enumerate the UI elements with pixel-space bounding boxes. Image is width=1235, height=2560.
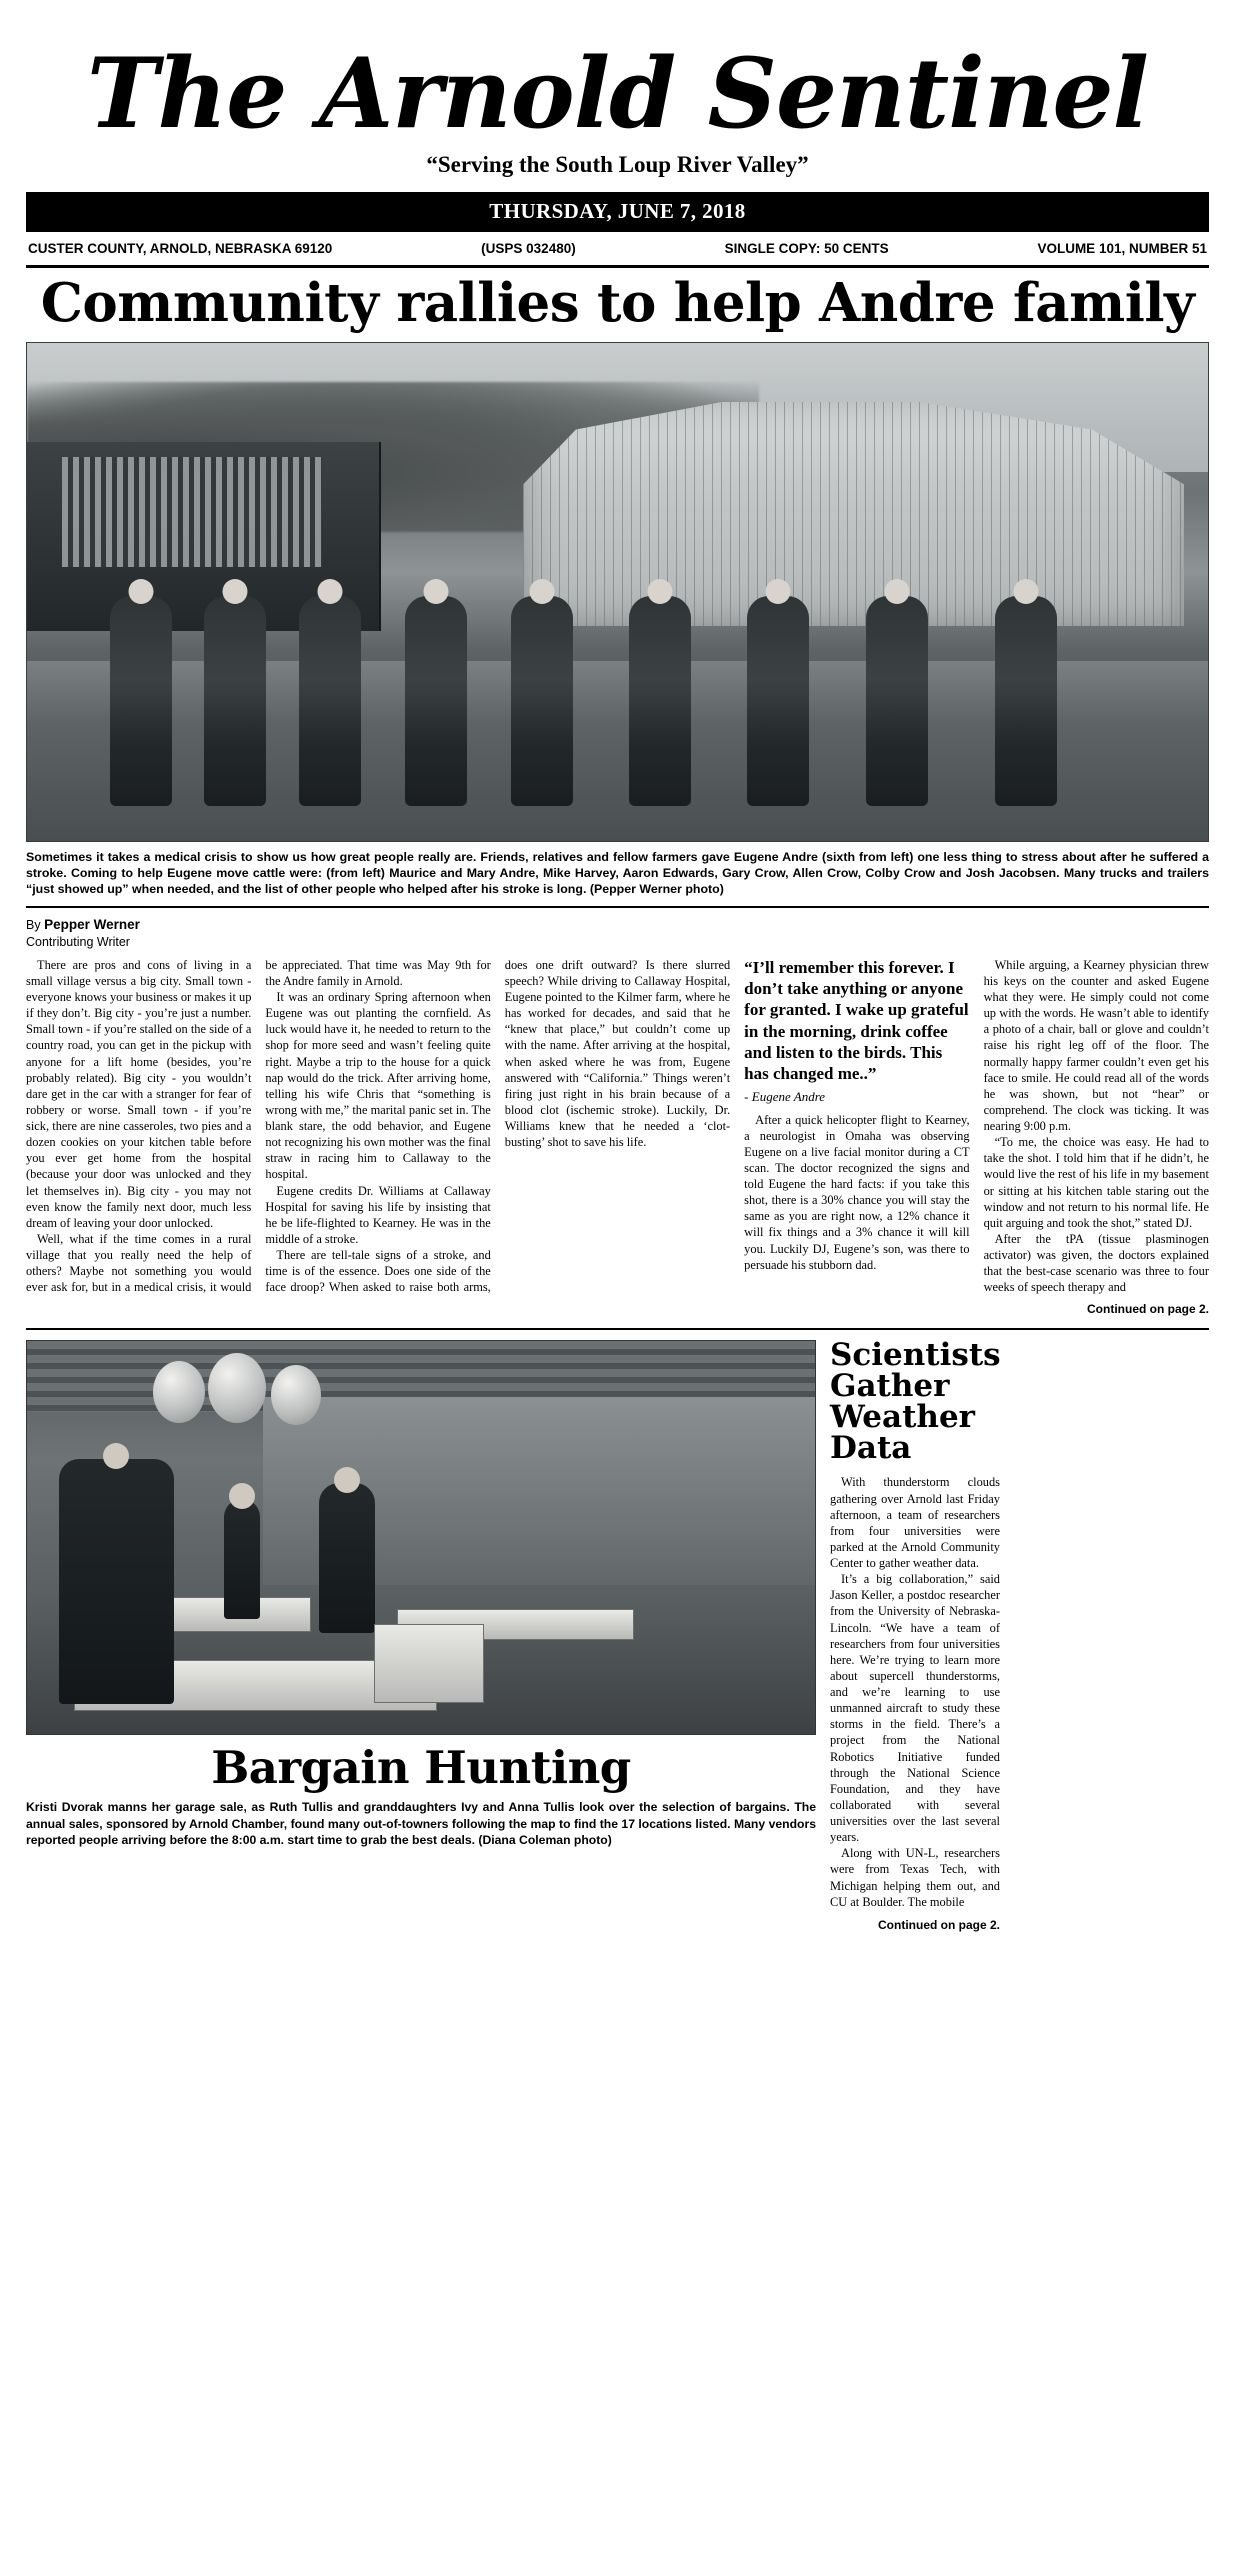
story-paragraph: “To me, the choice was easy. He had to take the shot. I told him that if he didn’t, he would live the rest of his life in my basement or sitting at his kitchen table staring out the window and not return to his normal life. He quit arguing and took the shot,” stated DJ. — [983, 1135, 1209, 1230]
masthead-title: The Arnold Sentinel — [87, 37, 1148, 150]
photo-person-7 — [747, 596, 809, 806]
byline — [26, 916, 1209, 951]
scientists-paragraph: With thunderstorm clouds gathering over Arnold last Friday afternoon, a team of researchers from four universities were parked at the Arnold Community Center to gather weather data. — [830, 1475, 1000, 1571]
story-paragraph: After a quick helicopter flight to Kearney, a neurologist in Omaha was observing Eugene on a live facial monitor during a CT scan. The doctor recognized the signs and told Eugene the hard facts: if you take this shot, there is a 30% chance you will stay the same as you are right now, a 12% chance it will fix things and a 3% chance it will kill you. Luckily DJ, Eugene’s son, was there to persuade his stubborn dad. — [744, 1112, 970, 1272]
publication-usps: (USPS 032480) — [481, 241, 576, 256]
bargain-caption: Kristi Dvorak manns her garage sale, as Ruth Tullis and granddaughters Ivy and Anna Tullis look over the selection of bargains. The annual sales, sponsored by Arnold Chamber, found many out-of-towners following the map to find the 17 locations listed. Many vendors reported people arriving before the 8:00 a.m. start time to grab the best deals. (Diana Coleman photo) — [26, 1800, 816, 1847]
lead-headline: Community rallies to help Andre family — [40, 272, 1195, 334]
photo-person-5 — [511, 596, 573, 806]
framed-item — [374, 1624, 484, 1703]
publication-info-bar — [26, 232, 1209, 268]
byline-prefix: By — [26, 917, 41, 932]
photo-barn-siding — [523, 397, 1184, 626]
story-paragraph: After the tPA (tissue plasminogen activator) was given, the doctors explained that the best-case scenario was three to four weeks of speech therapy and — [983, 1231, 1209, 1295]
bargain-headline: Bargain Hunting — [211, 1741, 631, 1795]
photo-person-1 — [110, 596, 172, 806]
photo-person-2 — [204, 596, 266, 806]
byline-author: Pepper Werner — [44, 916, 140, 932]
scientists-paragraph: It’s a big collaboration,” said Jason Keller, a postdoc researcher from the University of Nebraska-Lincoln. “We have a team of researchers from four universities here. We’re trying to learn more about supercell thunderstorms, and we’re learning to use unmanned aircraft to study these storms in the field. There’s a project from the National Robotics Initiative funded through the National Science Foundation, and they have collaborated with several universities over the last several years. — [830, 1572, 1000, 1845]
photo-person-6 — [629, 596, 691, 806]
date-bar: THURSDAY, JUNE 7, 2018 — [26, 192, 1209, 232]
scientists-article — [830, 1337, 1001, 1932]
bargain-hunting-article — [26, 1340, 816, 1931]
photo-person-3 — [299, 596, 361, 806]
scientists-continued: Continued on page 2. — [878, 1917, 1000, 1932]
byline-role: Contributing Writer — [26, 934, 130, 949]
publication-location: CUSTER COUNTY, ARNOLD, NEBRASKA 69120 — [28, 241, 333, 256]
photo-person-child-2 — [319, 1483, 375, 1633]
photo-person-child-1 — [224, 1499, 260, 1619]
story-paragraph: Eugene credits Dr. Williams at Callaway Hospital for saving his life by insisting that he be life-flighted to Kearney. He was in the middle of a stroke. — [265, 1183, 491, 1246]
scientists-paragraph: Along with UN-L, researchers were from Texas Tech, with Michigan helping them out, and CU at Boulder. The mobile — [830, 1846, 1000, 1909]
pull-quote-attribution: - Eugene Andre — [744, 1089, 826, 1105]
photo-person-4 — [405, 596, 467, 806]
story-paragraph: There are tell-tale signs of a stroke, and time is of the essence. Does one side of the face droop? When asked to raise both arms, does one drift outward? Is there slurred speech? While driving to Callaway Hospital, Eugene pointed to the Kilmer farm, where he has worked for decades, and said that he “knew that place,” but couldn’t come up with the name. After arriving at the hospital, when asked where he was from, Eugene answered with “California.” Things weren’t firing just right in his brain because of a blood clot (ischemic stroke). Luckily, Dr. Williams knew that he needed a ‘clot-busting’ shot to save his life. — [265, 957, 731, 1295]
balloon-icon — [208, 1353, 266, 1423]
lead-photo-caption: Sometimes it takes a medical crisis to show us how great people really are. Friends, relatives and fellow farmers gave Eugene Andre (sixth from left) one less thing to stress about after he suffered a stroke. Coming to help Eugene move cattle were: (from left) Maurice and Mary Andre, Mike Harvey, Aaron Edwards, Gary Crow, Allen Crow, Colby Crow and Josh Jacobsen. Many trucks and trailers “just showed up” when needed, and the list of other people who helped after his stroke is long. (Pepper Werner photo) — [26, 842, 1209, 908]
pull-quote — [744, 957, 969, 1106]
photo-trailer-slats — [62, 457, 322, 567]
publication-single-copy-price: SINGLE COPY: 50 CENTS — [724, 241, 889, 256]
publication-volume: VOLUME 101, NUMBER 51 — [1037, 241, 1207, 256]
story-paragraph: It was an ordinary Spring afternoon when Eugene was out planting the cornfield. As luck would have it, he needed to return to the shop for more seed and wasn’t feeling quite right. Maybe a trip to the house for a quick nap would do the trick. After arriving home, telling his wife Chris that “something is wrong with me,” the marital panic set in. The blank stare, the odd behavior, and Eugene not recognizing his own mother was the final straw in racing him to Callaway to the hospital. — [265, 990, 491, 1182]
lead-photo — [26, 342, 1209, 842]
story-paragraph: While arguing, a Kearney physician threw his keys on the counter and asked Eugene what they were. He simply could not come up with the words. He wasn’t able to identify a photo of a chair, ball or glove and couldn’t raise his right leg off of the floor. The normally happy farmer couldn’t even get his face to smile. He could read all of the words he was shown, but not “hear” or comprehend. The clock was ticking. It was nearing 9:00 p.m. — [983, 957, 1209, 1134]
lead-story-body — [26, 957, 1209, 1296]
story-paragraph: There are pros and cons of living in a small village versus a big city. Small town - everyone knows your business or makes it up if they don’t. Big city - you’re just a number. Small town - if you’re stalled on the side of a country road, you can get in the pickup with anyone for a lift home (besides, you’re probably related). Big city - you wouldn’t dare get in the car with a stranger for fear of robbery or worse. Small town - if you’re sick, there are nine casseroles, two pies and a dozen cookies on your kitchen table before you ever get home from the hospital (because your door was unlocked and they let themselves in). Big city - you may not even know the family next door, much less dream of leaving your door unlocked. — [26, 957, 252, 1230]
masthead-slogan: “Serving the South Loup River Valley” — [426, 152, 809, 177]
photo-person-seller — [59, 1459, 174, 1704]
photo-person-8 — [866, 596, 928, 806]
pull-quote-text: “I’ll remember this forever. I don’t take anything or anyone for granted. I wake up grateful in the morning, drink coffee and listen to the birds. This has changed me..” — [744, 957, 969, 1084]
bottom-section — [26, 1328, 1209, 1931]
lead-story-continued: Continued on page 2. — [1087, 1302, 1209, 1317]
balloon-icon — [153, 1361, 205, 1423]
scientists-headline: Scientists Gather Weather Data — [830, 1337, 1001, 1467]
bargain-photo — [26, 1340, 816, 1735]
photo-person-9 — [995, 596, 1057, 806]
scientists-body — [830, 1474, 1000, 1909]
balloon-icon — [271, 1365, 321, 1425]
story-paragraph: Well, what if the time comes in a rural village that you really need the help of others? Maybe not something you would ever ask for, but in a medical crisis, it would be appreciated. That time was May 9th for the Andre family in Arnold. — [26, 957, 491, 1295]
